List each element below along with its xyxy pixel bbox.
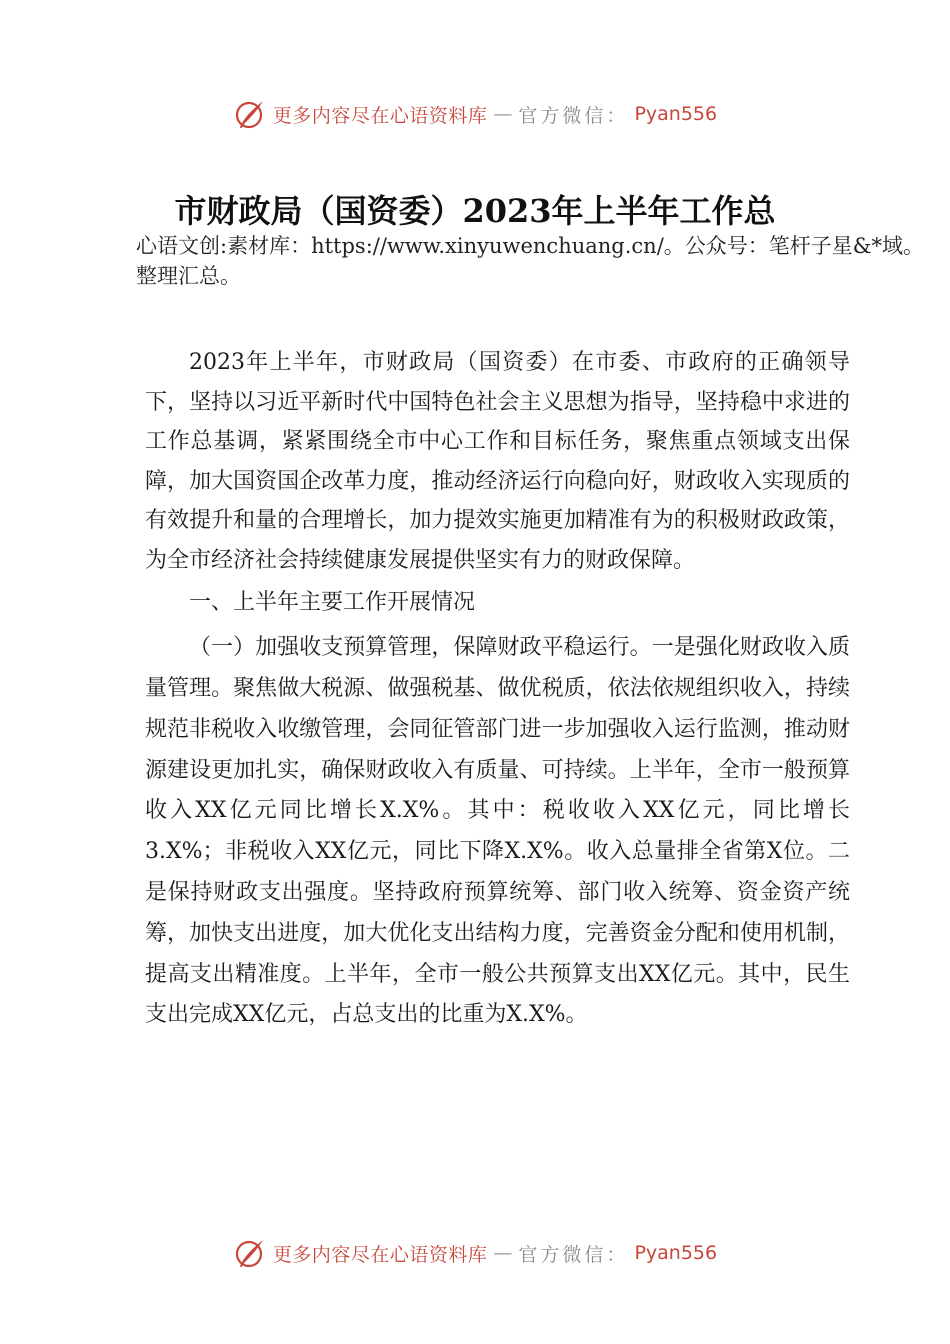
section-heading: 一、上半年主要工作开展情况 [189,589,476,615]
section-paragraph: （一）加强收支预算管理，保障财政平稳运行。一是强化财政收入质量管理。聚焦做大税源、做强税基、做优税质，依法依规组织收入，持续规范非税收入收缴管理，会同征管部门进一步加强收入运行监测，推动财源建设更加扎实，确保财政收入有质量、可持续。上半年，全市一般预算收入XX亿元同比增长X.X%。其中：税收收入XX亿元，同比增长3.X%；非税收入XX亿元，同比下降X.X%。收入总量排全省第X位。二是保持财政支出强度。坚持政府预算统筹、部门收入统筹、资金资产统筹，加快支出进度，加大优化支出结构力度，完善资金分配和使用机制，提高支出精准度。上半年，全市一般公共预算支出XX亿元。其中，民生支出完成XX亿元，占总支出的比重为X.X%。 [145,635,850,1028]
header-banner [0,94,950,134]
footer-banner [0,1233,950,1273]
banner-separator: — [493,103,513,125]
quill-logo-icon [233,97,267,131]
banner-wechat-label: 官方微信： [518,1243,629,1266]
document-title: 市财政局（国资委）2023年上半年工作总 [174,192,776,230]
source-note: 心语文创:素材库：https://www.xinyuwenchuang.cn/。公众号：笔杆子星&*域。整理汇总。 [136,234,924,288]
banner-tagline: 更多内容尽在心语资料库 [272,1243,488,1266]
banner-wechat-label: 官方微信： [518,104,629,127]
quill-logo-icon [233,1236,267,1270]
intro-paragraph: 2023年上半年，市财政局（国资委）在市委、市政府的正确领导下，坚持以习近平新时代中国特色社会主义思想为指导，坚持稳中求进的工作总基调，紧紧围绕全市中心工作和目标任务，聚焦重点领域支出保障，加大国资国企改革力度，推动经济运行向稳向好，财政收入实现质的有效提升和量的合理增长，加力提效实施更加精准有为的积极财政政策，为全市经济社会持续健康发展提供坚实有力的财政保障。 [145,350,850,573]
banner-separator: — [493,1242,513,1264]
banner-wechat-id: Pyan556 [634,103,718,125]
banner-wechat-id: Pyan556 [634,1242,718,1264]
document-body [145,343,850,1036]
banner-tagline: 更多内容尽在心语资料库 [272,104,488,127]
